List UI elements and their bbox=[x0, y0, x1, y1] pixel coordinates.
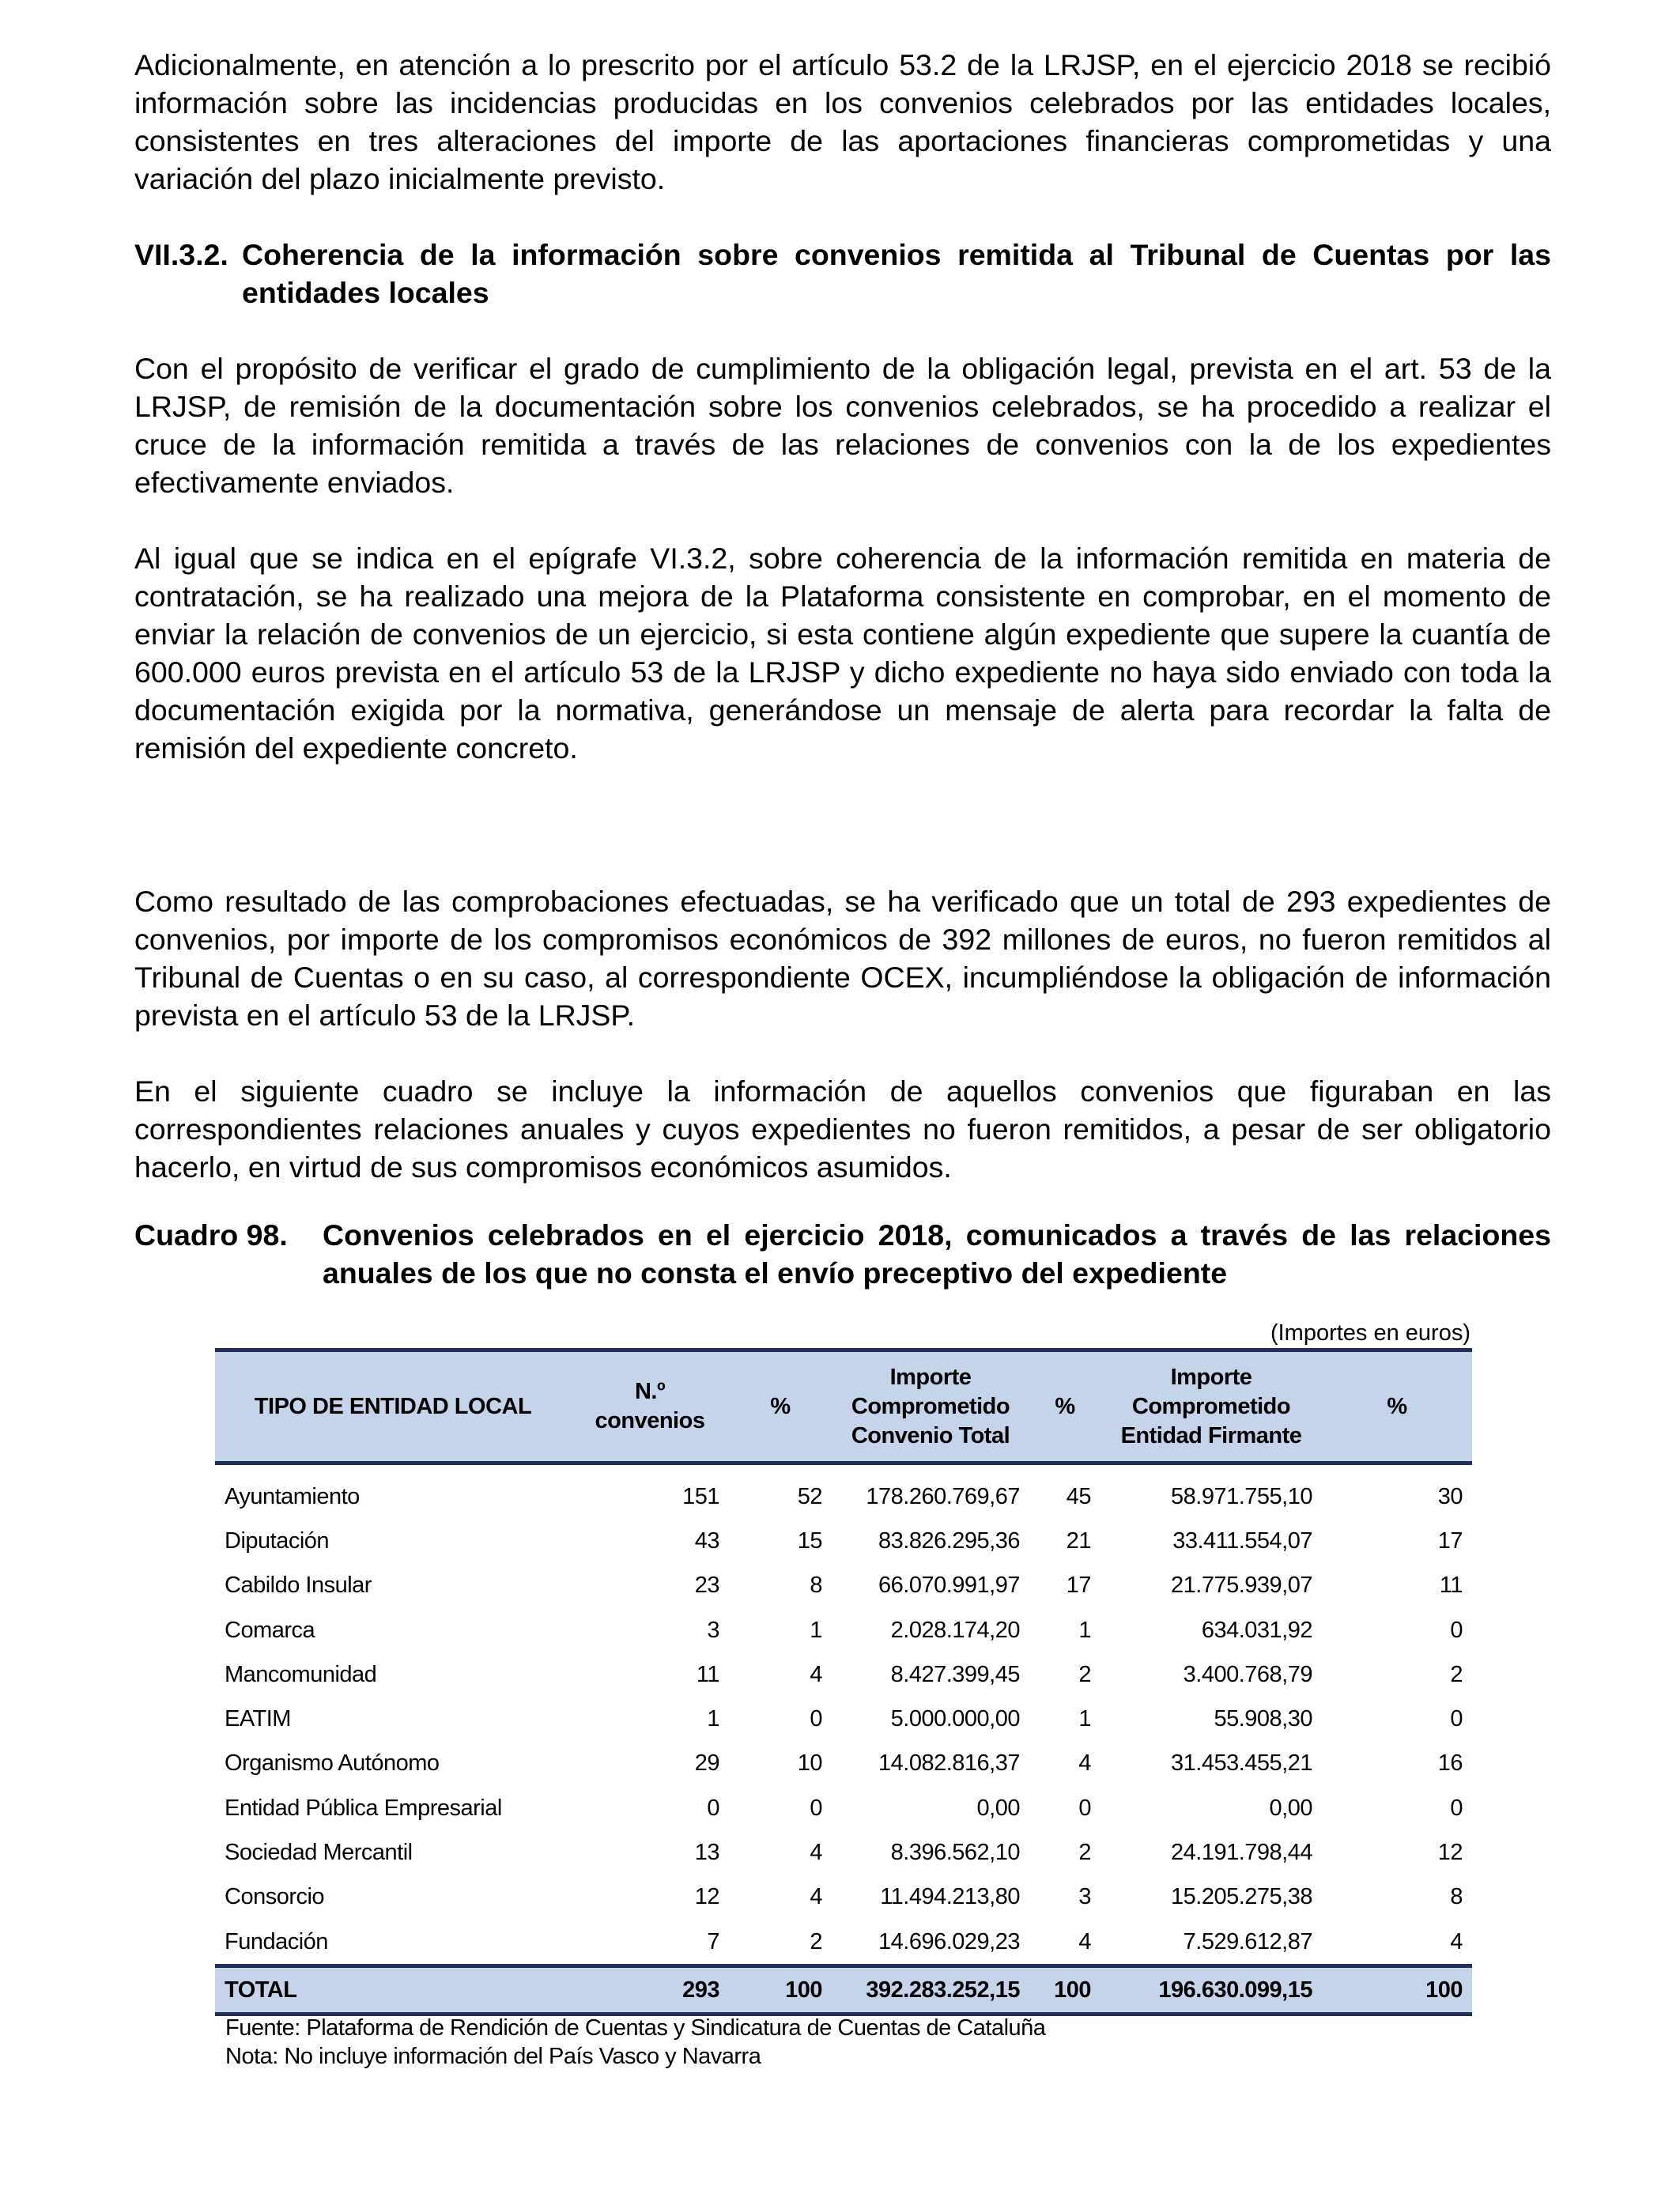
paragraph-proposito: Con el propósito de verificar el grado de cumplimiento de la obligación legal, prevista en el art. 53 de la LRJSP, de remisión de la documentación sobre los convenios celebrados, se ha procedido a realizar el cruce de la información remitida a través de las relaciones de convenios con la de los expedientes efectivamente enviados. bbox=[134, 352, 1551, 499]
section-number: VII.3.2. bbox=[134, 238, 228, 271]
row-importe-total: 178.260.769,67 bbox=[866, 1483, 1020, 1509]
row-pct-importe-entidad: 16 bbox=[1437, 1750, 1463, 1777]
row-convenios: 11 bbox=[696, 1661, 719, 1687]
table-row bbox=[215, 1463, 1472, 1520]
row-pct-importe-total: 21 bbox=[1066, 1527, 1091, 1554]
total-importe-entidad: 196.630.099,15 bbox=[1100, 1966, 1322, 2015]
row-tipo: Mancomunidad bbox=[225, 1661, 377, 1687]
row-pct-convenios: 4 bbox=[810, 1884, 822, 1910]
row-tipo: Cabildo Insular bbox=[225, 1573, 372, 1599]
row-convenios: 12 bbox=[694, 1884, 719, 1910]
row-importe-total: 8.427.399,45 bbox=[890, 1661, 1020, 1687]
header-importe-entidad: Importe Comprometido Entidad Firmante bbox=[1100, 1350, 1322, 1463]
row-pct-importe-total: 45 bbox=[1066, 1483, 1091, 1509]
row-pct-convenios: 0 bbox=[810, 1795, 822, 1821]
header-convenios: N.º convenios bbox=[571, 1350, 729, 1463]
row-importe-total: 8.396.562,10 bbox=[890, 1840, 1020, 1866]
row-tipo: Ayuntamiento bbox=[225, 1483, 360, 1509]
row-pct-importe-total: 3 bbox=[1078, 1884, 1091, 1910]
row-pct-importe-total: 1 bbox=[1078, 1706, 1091, 1732]
row-importe-entidad: 21.775.939,07 bbox=[1171, 1573, 1312, 1599]
paragraph-incidencias: Adicionalmente, en atención a lo prescrito por el artículo 53.2 de la LRJSP, en el ejercicio 2018 se recibió información sobre las incidencias producidas en los convenios celebrados por las entidades locales, consistentes en tres alteraciones del importe de las aportaciones financieras comprometidas y una variación del plazo inicialmente previsto. bbox=[134, 48, 1551, 195]
table-row bbox=[215, 1742, 1472, 1786]
row-pct-importe-entidad: 2 bbox=[1450, 1661, 1463, 1687]
table-row bbox=[215, 1920, 1472, 1966]
row-pct-convenios: 4 bbox=[810, 1661, 822, 1687]
section-title: Coherencia de la información sobre convenios remitida al Tribunal de Cuentas por las entidades locales bbox=[242, 238, 1551, 309]
row-convenios: 1 bbox=[707, 1706, 719, 1732]
row-importe-total: 0,00 bbox=[976, 1795, 1020, 1821]
total-pct-importe-total: 100 bbox=[1029, 1966, 1100, 2015]
footnote: Nota: No incluye información del País Vasco y Navarra bbox=[225, 2044, 761, 2069]
row-pct-importe-entidad: 4 bbox=[1450, 1928, 1463, 1954]
document-page bbox=[134, 46, 1551, 1346]
row-importe-entidad: 31.453.455,21 bbox=[1171, 1750, 1312, 1777]
units-note: (Importes en euros) bbox=[1270, 1320, 1470, 1346]
source-note: Fuente: Plataforma de Rendición de Cuentas y Sindicatura de Cuentas de Cataluña bbox=[225, 2015, 1046, 2041]
table-row bbox=[215, 1564, 1472, 1608]
row-convenios: 29 bbox=[694, 1750, 719, 1777]
row-pct-importe-entidad: 12 bbox=[1437, 1840, 1463, 1866]
table-total-row bbox=[215, 1966, 1472, 2015]
table-row bbox=[215, 1786, 1472, 1830]
header-pct-convenios: % bbox=[729, 1350, 832, 1463]
table-row bbox=[215, 1652, 1472, 1697]
table-row bbox=[215, 1875, 1472, 1920]
row-convenios: 23 bbox=[694, 1573, 719, 1599]
header-pct-importe-entidad: % bbox=[1322, 1350, 1472, 1463]
row-tipo: Fundación bbox=[225, 1928, 328, 1954]
row-pct-importe-total: 1 bbox=[1078, 1617, 1091, 1643]
row-pct-importe-entidad: 30 bbox=[1437, 1483, 1463, 1509]
table-row bbox=[215, 1519, 1472, 1563]
row-importe-total: 14.082.816,37 bbox=[878, 1750, 1020, 1777]
total-importe-total: 392.283.252,15 bbox=[832, 1966, 1029, 2015]
row-importe-entidad: 24.191.798,44 bbox=[1171, 1840, 1312, 1866]
row-importe-entidad: 33.411.554,07 bbox=[1172, 1527, 1312, 1554]
row-importe-entidad: 15.205.275,38 bbox=[1171, 1884, 1312, 1910]
row-importe-entidad: 634.031,92 bbox=[1201, 1617, 1312, 1643]
row-pct-importe-total: 2 bbox=[1078, 1661, 1091, 1687]
row-convenios: 0 bbox=[707, 1795, 719, 1821]
row-tipo: EATIM bbox=[225, 1706, 291, 1732]
row-importe-total: 66.070.991,97 bbox=[878, 1573, 1020, 1599]
table-row bbox=[215, 1697, 1472, 1741]
table-notes bbox=[225, 2014, 1045, 2071]
row-importe-entidad: 55.908,30 bbox=[1214, 1706, 1312, 1732]
row-pct-convenios: 8 bbox=[810, 1573, 822, 1599]
row-pct-importe-total: 4 bbox=[1078, 1750, 1091, 1777]
total-pct-convenios: 100 bbox=[729, 1966, 832, 2015]
table-row bbox=[215, 1608, 1472, 1652]
row-pct-importe-entidad: 0 bbox=[1450, 1617, 1463, 1643]
row-pct-convenios: 1 bbox=[810, 1617, 822, 1643]
row-pct-importe-entidad: 8 bbox=[1450, 1884, 1463, 1910]
total-convenios: 293 bbox=[571, 1966, 729, 2015]
row-tipo: Entidad Pública Empresarial bbox=[225, 1795, 502, 1821]
row-pct-importe-total: 0 bbox=[1078, 1795, 1091, 1821]
row-pct-convenios: 10 bbox=[797, 1750, 822, 1777]
row-pct-importe-entidad: 17 bbox=[1437, 1527, 1463, 1554]
table-row bbox=[215, 1830, 1472, 1875]
row-importe-total: 2.028.174,20 bbox=[890, 1617, 1020, 1643]
row-importe-total: 11.494.213,80 bbox=[880, 1884, 1020, 1910]
header-tipo: TIPO DE ENTIDAD LOCAL bbox=[215, 1350, 571, 1463]
total-label: TOTAL bbox=[215, 1966, 571, 2015]
row-pct-importe-total: 17 bbox=[1066, 1573, 1091, 1599]
row-importe-total: 5.000.000,00 bbox=[890, 1706, 1020, 1732]
row-pct-importe-total: 4 bbox=[1078, 1928, 1091, 1954]
row-pct-convenios: 15 bbox=[797, 1527, 822, 1554]
row-tipo: Diputación bbox=[225, 1527, 330, 1554]
row-pct-convenios: 52 bbox=[797, 1483, 822, 1509]
total-pct-importe-entidad: 100 bbox=[1322, 1966, 1472, 2015]
row-importe-entidad: 0,00 bbox=[1269, 1795, 1312, 1821]
row-pct-importe-total: 2 bbox=[1078, 1840, 1091, 1866]
row-convenios: 7 bbox=[707, 1928, 719, 1954]
paragraph-resultado: Como resultado de las comprobaciones efectuadas, se ha verificado que un total de 293 expedientes de convenios, por importe de los compromisos económicos de 392 millones de euros, no fueron remitidos al Tribunal de Cuentas o en su caso, al correspondiente OCEX, incumpliéndose la obligación de información prevista en el artículo 53 de la LRJSP. bbox=[134, 885, 1551, 1032]
row-tipo: Consorcio bbox=[225, 1884, 325, 1910]
section-heading bbox=[134, 236, 1551, 312]
row-convenios: 43 bbox=[694, 1527, 719, 1554]
table-caption-title: Convenios celebrados en el ejercicio 2018, comunicados a través de las relaciones anuales de los que no consta el envío preceptivo del expediente bbox=[323, 1218, 1551, 1290]
row-convenios: 13 bbox=[694, 1840, 719, 1866]
row-pct-convenios: 0 bbox=[810, 1706, 822, 1732]
row-importe-entidad: 3.400.768,79 bbox=[1183, 1661, 1312, 1687]
row-tipo: Organismo Autónomo bbox=[225, 1750, 440, 1777]
table-caption-number: Cuadro 98. bbox=[134, 1218, 288, 1252]
row-importe-entidad: 58.971.755,10 bbox=[1171, 1483, 1312, 1509]
row-convenios: 151 bbox=[682, 1483, 719, 1509]
row-pct-importe-entidad: 0 bbox=[1450, 1706, 1463, 1732]
row-pct-convenios: 4 bbox=[810, 1840, 822, 1866]
row-importe-total: 83.826.295,36 bbox=[878, 1527, 1020, 1554]
row-pct-convenios: 2 bbox=[810, 1928, 822, 1954]
paragraph-plataforma: Al igual que se indica en el epígrafe VI.3.2, sobre coherencia de la información remitida en materia de contratación, se ha realizado una mejora de la Plataforma consistente en comprobar, en el momento de enviar la relación de convenios de un ejercicio, si esta contiene algún expediente que supere la cuantía de 600.000 euros prevista en el artículo 53 de la LRJSP y dicho expediente no haya sido enviado con toda la documentación exigida por la normativa, generándose un mensaje de alerta para recordar la falta de remisión del expediente concreto. bbox=[134, 542, 1551, 765]
row-convenios: 3 bbox=[707, 1617, 719, 1643]
header-importe-total: Importe Comprometido Convenio Total bbox=[832, 1350, 1029, 1463]
row-pct-importe-entidad: 11 bbox=[1439, 1573, 1463, 1599]
row-pct-importe-entidad: 0 bbox=[1450, 1795, 1463, 1821]
table-caption bbox=[134, 1216, 1551, 1292]
row-importe-entidad: 7.529.612,87 bbox=[1183, 1928, 1312, 1954]
header-pct-importe-total: % bbox=[1029, 1350, 1100, 1463]
row-tipo: Sociedad Mercantil bbox=[225, 1840, 413, 1866]
table-header-row bbox=[215, 1350, 1472, 1463]
row-tipo: Comarca bbox=[225, 1617, 315, 1643]
paragraph-cuadro-intro: En el siguiente cuadro se incluye la información de aquellos convenios que figuraban en las correspondientes relaciones anuales y cuyos expedientes no fueron remitidos, a pesar de ser obligatorio hacerlo, en virtud de sus compromisos económicos asumidos. bbox=[134, 1074, 1551, 1184]
row-importe-total: 14.696.029,23 bbox=[878, 1928, 1020, 1954]
convenios-table bbox=[215, 1348, 1472, 2016]
